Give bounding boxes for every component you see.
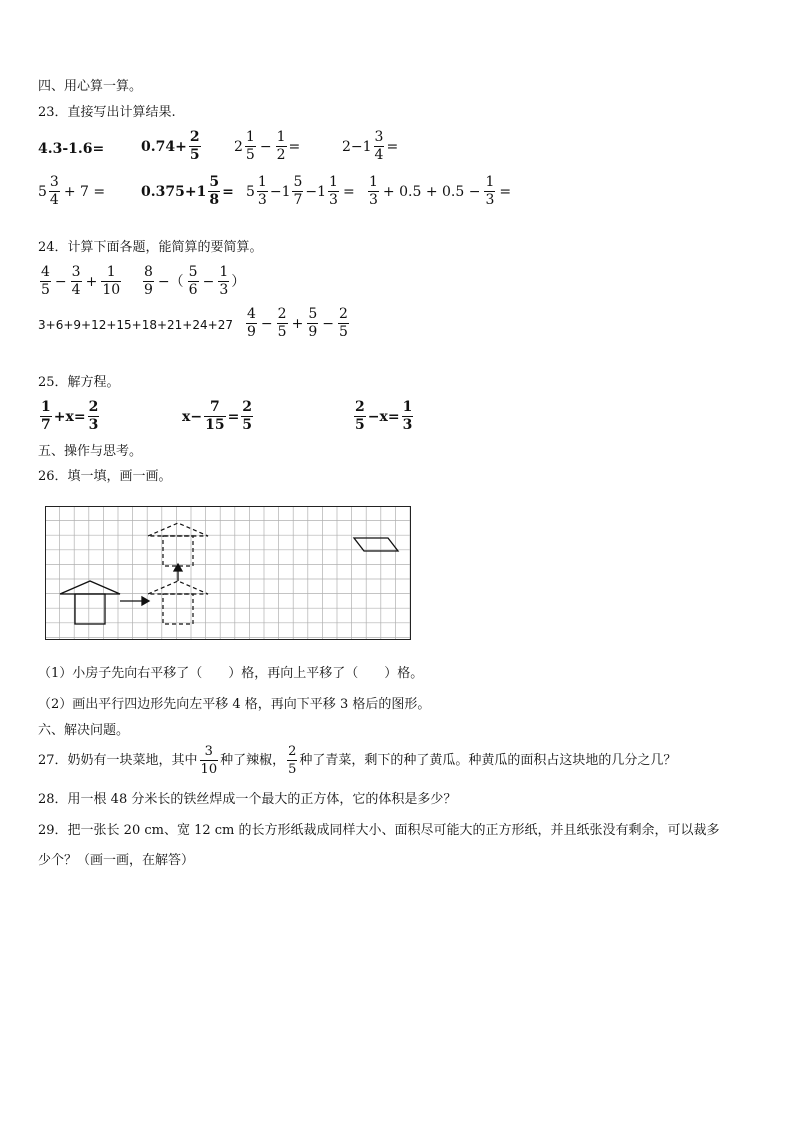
question-25-title: 25．解方程。 (38, 375, 120, 390)
q25-equation-2: x− $\frac{7}{15}$ = $\frac{2}{5}$ (182, 399, 253, 433)
question-24-title: 24．计算下面各题，能简算的要简算。 (38, 240, 263, 255)
q23-expr-1: 4.3-1.6= (38, 141, 105, 157)
house-original (60, 581, 120, 624)
house-shifted-up (148, 523, 208, 566)
q23-expr-4: 2−1 $\frac{3}{4}$ = (342, 129, 399, 163)
section-5-title: 五、操作与思考。 (38, 444, 143, 459)
q25-equation-1: $\frac{1}{7}$ +x= $\frac{2}{3}$ (41, 399, 99, 433)
q23-expr-7: 5 $\frac{1}{3}$ −1 $\frac{5}{7}$ −1 $\frac{1}{3}$ = (246, 174, 355, 208)
question-28: 28．用一根 48 分米长的铁丝焊成一个最大的正方体，它的体积是多少？ (38, 792, 457, 807)
q24-expr-4: $\frac{4}{9}$ − $\frac{2}{5}$ + $\frac{5}{9}$ − $\frac{2}{5}$ (247, 306, 348, 340)
q23-expr-3: 2 $\frac{1}{5}$ − $\frac{1}{2}$ = (234, 129, 301, 163)
question-29-line-2: 少个？（画一画，在解答） (38, 853, 195, 868)
q23-expr-5: 5 $\frac{3}{4}$ + 7 = (38, 174, 106, 208)
grid-border (46, 507, 411, 640)
question-26-title: 26．填一填，画一画。 (38, 469, 172, 484)
section-6-title: 六、解决问题。 (38, 723, 130, 738)
translation-grid-figure (45, 506, 411, 640)
parallelogram-shape (354, 538, 398, 551)
question-26-part-1: （1）小房子先向右平移了（ ）格，再向上平移了（ ）格。 (38, 666, 424, 681)
q23-expr-8: $\frac{1}{3}$ + 0.5 + 0.5 − $\frac{1}{3}$ = (369, 174, 512, 208)
grid-lines (45, 506, 411, 640)
q23-expr-6: 0.375+1 $\frac{5}{8}$ = (141, 174, 234, 208)
question-29-line-1: 29．把一张长 20 cm、宽 12 cm 的长方形纸裁成同样大小、面积尽可能大的正方形纸，并且纸张没有剩余，可以裁多 (38, 823, 720, 838)
house-shifted-right (148, 581, 208, 624)
q23-expr-2: 0.74+ $\frac{2}{5}$ (141, 129, 200, 163)
question-27: 27．奶奶有一块菜地，其中 $\frac{3}{10}$ 种了辣椒， $\frac{2}{5}$ 种了青菜，剩下的种了黄瓜。种黄瓜的面积占这块地的几分之几？ (38, 744, 677, 777)
question-23-title: 23．直接写出计算结果. (38, 105, 176, 120)
q24-expr-3: 3+6+9+12+15+18+21+24+27 (38, 318, 233, 332)
q24-expr-1: $\frac{4}{5}$ − $\frac{3}{4}$ + $\frac{1}{10}$ (41, 264, 121, 298)
question-26-part-2: （2）画出平行四边形先向左平移 4 格，再向下平移 3 格后的图形。 (38, 697, 431, 712)
q25-equation-3: $\frac{2}{5}$ −x= $\frac{1}{3}$ (355, 399, 413, 433)
arrow-right-icon (120, 597, 149, 605)
q24-expr-2: $\frac{8}{9}$ −（ $\frac{5}{6}$ − $\frac{1}{3}$ ） (144, 264, 246, 298)
section-4-title: 四、用心算一算。 (38, 79, 143, 94)
